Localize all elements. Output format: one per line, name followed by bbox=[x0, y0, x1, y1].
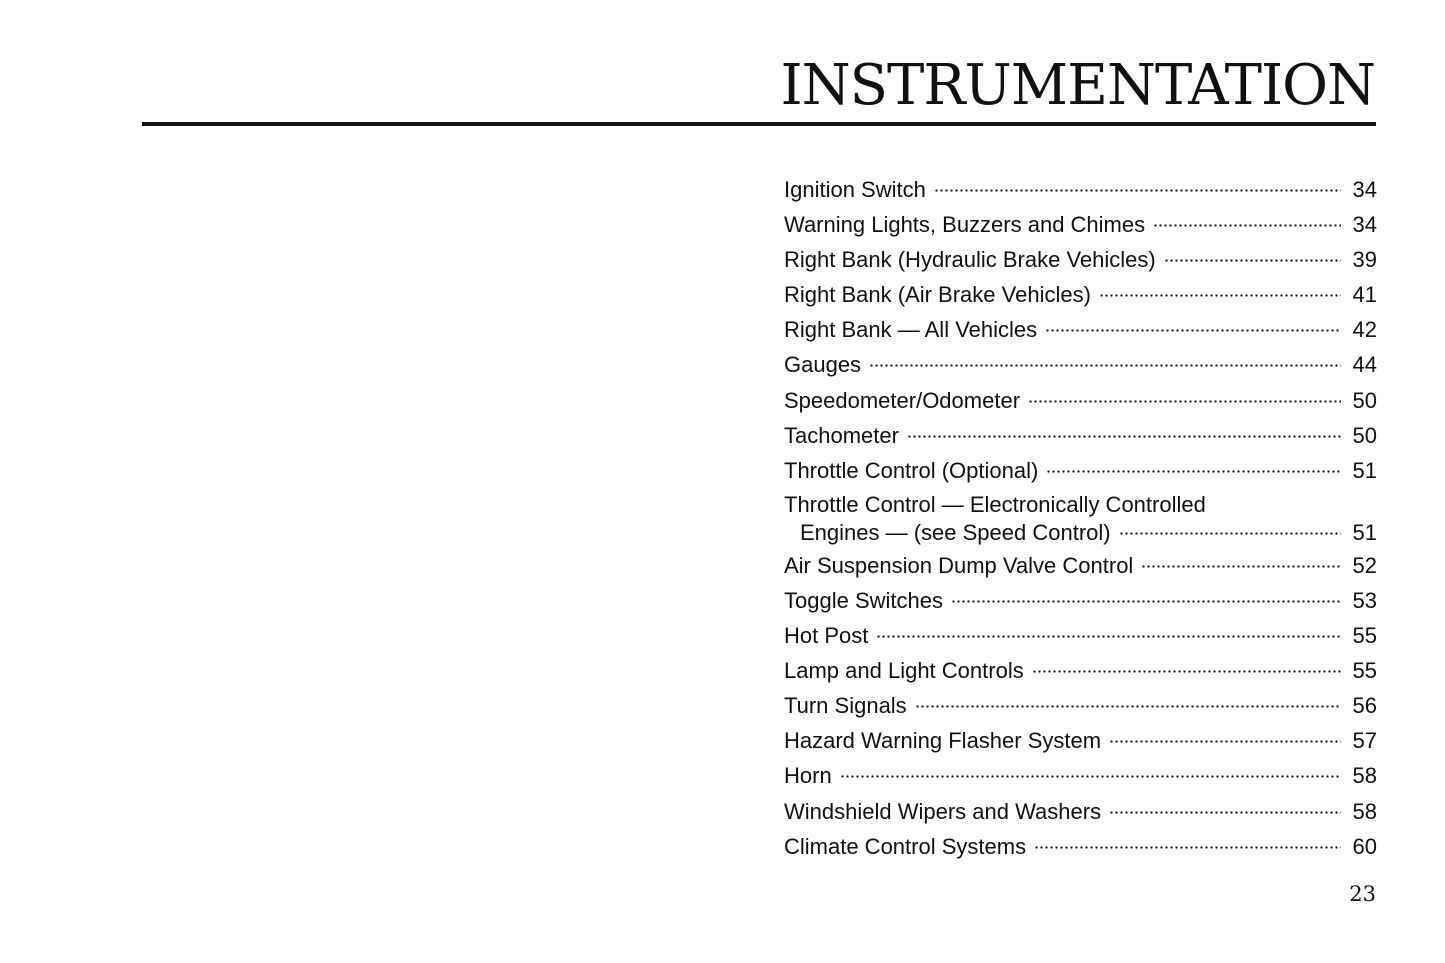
dot-leader bbox=[876, 623, 1341, 645]
toc-entry-title: Hot Post bbox=[784, 623, 869, 649]
toc-entry-title: Air Suspension Dump Valve Control bbox=[784, 552, 1134, 578]
toc-entry-title: Right Bank (Hydraulic Brake Vehicles) bbox=[784, 247, 1156, 273]
toc-entry-lamp-light-controls[interactable] bbox=[784, 653, 1377, 688]
toc-entry-page: 55 bbox=[1352, 658, 1377, 684]
toc-entry-page: 58 bbox=[1352, 798, 1377, 824]
toc-entry-page: 44 bbox=[1352, 352, 1377, 378]
dot-leader bbox=[840, 763, 1341, 785]
toc-entry-toggle-switches[interactable] bbox=[784, 583, 1377, 618]
toc-entry-title: Throttle Control (Optional) bbox=[784, 457, 1039, 483]
dot-leader bbox=[1164, 247, 1341, 269]
toc-entry-hot-post[interactable] bbox=[784, 618, 1377, 653]
toc-entry-gauges[interactable] bbox=[784, 347, 1377, 382]
toc-entry-title: Right Bank — All Vehicles bbox=[784, 317, 1038, 343]
toc-entry-title: Toggle Switches bbox=[784, 587, 943, 613]
toc-entry-hazard-flasher[interactable] bbox=[784, 723, 1377, 758]
toc-entry-title: Windshield Wipers and Washers bbox=[784, 798, 1102, 824]
dot-leader bbox=[1153, 212, 1341, 234]
toc-entry-page: 34 bbox=[1352, 212, 1377, 238]
toc-entry-title: Horn bbox=[784, 763, 832, 789]
dot-leader bbox=[1119, 520, 1341, 542]
dot-leader bbox=[1028, 388, 1341, 410]
toc-entry-tachometer[interactable] bbox=[784, 418, 1377, 453]
toc-entry-ignition-switch[interactable] bbox=[784, 172, 1377, 207]
toc-entry-page: 57 bbox=[1352, 728, 1377, 754]
toc-entry-page: 34 bbox=[1352, 177, 1377, 202]
toc-entry-line2 bbox=[784, 518, 1377, 548]
dot-leader bbox=[869, 352, 1341, 374]
toc-entry-page: 41 bbox=[1352, 282, 1377, 308]
toc-entry-right-bank-air[interactable] bbox=[784, 277, 1377, 312]
toc-entry-throttle-electronic[interactable] bbox=[784, 488, 1377, 548]
dot-leader bbox=[1045, 317, 1341, 339]
dot-leader bbox=[1046, 458, 1341, 480]
toc-entry-title: Lamp and Light Controls bbox=[784, 658, 1024, 684]
toc-entry-page: 51 bbox=[1352, 457, 1377, 483]
page-title: INSTRUMENTATION bbox=[780, 53, 1375, 118]
toc-entry-title: Turn Signals bbox=[784, 693, 907, 719]
toc-entry-speedometer[interactable] bbox=[784, 383, 1377, 418]
dot-leader bbox=[1109, 728, 1341, 750]
toc-entry-page: 60 bbox=[1352, 833, 1377, 859]
toc-entry-title: Right Bank (Air Brake Vehicles) bbox=[784, 282, 1091, 308]
toc-entry-page: 56 bbox=[1352, 693, 1377, 719]
toc-entry-turn-signals[interactable] bbox=[784, 688, 1377, 723]
toc-entry-page: 42 bbox=[1352, 317, 1377, 343]
toc-entry-title: Throttle Control — Electronically Controlled bbox=[784, 491, 1206, 517]
toc-entry-page: 39 bbox=[1352, 247, 1377, 273]
dot-leader bbox=[1032, 658, 1341, 680]
toc-entry-title: Ignition Switch bbox=[784, 177, 926, 202]
table-of-contents bbox=[784, 172, 1377, 864]
toc-entry-title: Hazard Warning Flasher System bbox=[784, 728, 1102, 754]
toc-entry-air-suspension[interactable] bbox=[784, 548, 1377, 583]
dot-leader bbox=[934, 177, 1341, 199]
toc-entry-title: Warning Lights, Buzzers and Chimes bbox=[784, 212, 1146, 238]
toc-entry-title: Tachometer bbox=[784, 422, 899, 448]
toc-entry-page: 50 bbox=[1352, 387, 1377, 413]
toc-entry-horn[interactable] bbox=[784, 758, 1377, 793]
toc-entry-page: 55 bbox=[1352, 623, 1377, 649]
dot-leader bbox=[907, 423, 1341, 445]
toc-entry-right-bank-hydraulic[interactable] bbox=[784, 242, 1377, 277]
toc-entry-title-continued: Engines — (see Speed Control) bbox=[800, 519, 1111, 545]
dot-leader bbox=[1034, 834, 1341, 856]
toc-entry-title: Gauges bbox=[784, 352, 862, 378]
dot-leader bbox=[951, 588, 1341, 610]
toc-entry-throttle-optional[interactable] bbox=[784, 453, 1377, 488]
toc-entry-climate-control[interactable] bbox=[784, 829, 1377, 864]
toc-entry-page: 52 bbox=[1352, 552, 1377, 578]
toc-entry-page: 58 bbox=[1352, 763, 1377, 789]
dot-leader bbox=[1141, 553, 1341, 575]
dot-leader bbox=[915, 693, 1341, 715]
toc-entry-title: Speedometer/Odometer bbox=[784, 387, 1021, 413]
dot-leader bbox=[1109, 799, 1341, 821]
toc-entry-title: Climate Control Systems bbox=[784, 833, 1027, 859]
dot-leader bbox=[1099, 282, 1341, 304]
toc-entry-right-bank-all[interactable] bbox=[784, 312, 1377, 347]
page-number: 23 bbox=[1349, 882, 1376, 906]
toc-entry-page: 53 bbox=[1352, 587, 1377, 613]
toc-entry-warning-lights[interactable] bbox=[784, 207, 1377, 242]
toc-entry-page: 50 bbox=[1352, 422, 1377, 448]
toc-entry-page: 51 bbox=[1352, 519, 1377, 545]
title-rule bbox=[142, 122, 1376, 126]
toc-entry-windshield-wipers[interactable] bbox=[784, 794, 1377, 829]
